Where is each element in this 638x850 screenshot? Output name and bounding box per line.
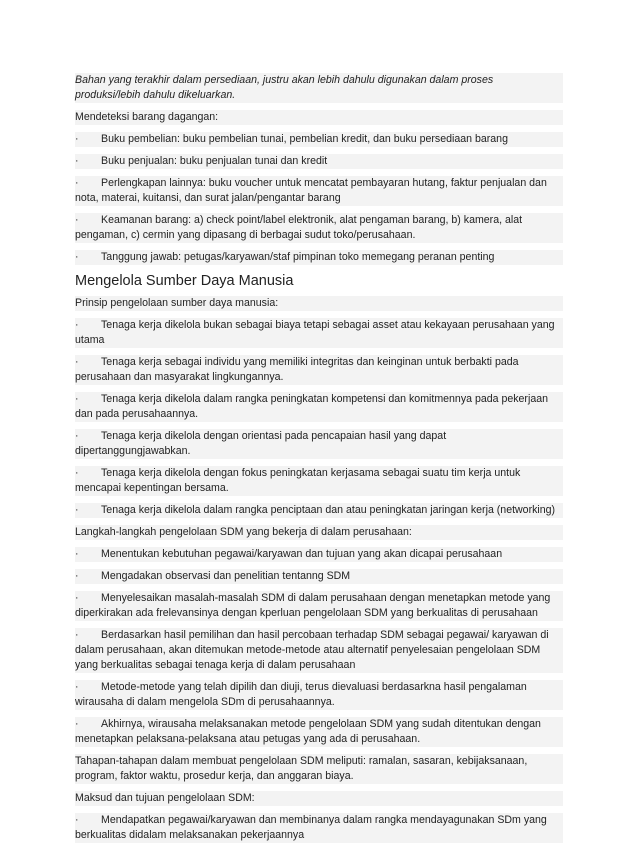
- bullet-dot: ·: [75, 570, 79, 582]
- bullet-dot: ·: [75, 681, 79, 693]
- paragraph-maksud: Maksud dan tujuan pengelolaan SDM:: [75, 791, 563, 806]
- list-item-text: Tenaga kerja dikelola dengan fokus peningkatan kerjasama sebagai suatu tim kerja untuk mencapai kepentingan bersama.: [75, 467, 524, 494]
- list-item: [75, 318, 563, 348]
- bullet-dot: ·: [75, 177, 79, 189]
- list-item: [75, 466, 563, 496]
- list-item: [75, 132, 563, 147]
- bullet-dot: ·: [75, 814, 79, 826]
- list-item: [75, 355, 563, 385]
- list-item-text: Tenaga kerja dikelola dengan orientasi pada pencapaian hasil yang dapat dipertanggungjawabkan.: [75, 430, 450, 457]
- list-item-text: Mengadakan observasi dan penelitian tentanng SDM: [101, 570, 351, 582]
- list-item: [75, 176, 563, 206]
- list-item-text: Berdasarkan hasil pemilihan dan hasil percobaan terhadap SDM sebagai pegawai/ karyawan di dalam perusahaan, akan ditemukan metode-metode atau alternatif penyelesaian pengelolaan SDM yang berkualitas sebagai tenaga kerja di dalam perusahaan: [75, 629, 552, 671]
- list-item: [75, 628, 563, 673]
- list-item-text: Metode-metode yang telah dipilih dan diuji, terus dievaluasi berdasarkna hasil pengalaman wirausaha di dalam mengelola SDm di perusahaannya.: [75, 681, 530, 708]
- list-item: [75, 154, 563, 169]
- list-item-text: Akhirnya, wirausaha melaksanakan metode pengelolaan SDM yang sudah ditentukan dengan menetapkan pelaksana-pelaksana atau petugas yang ada di perusahaan.: [75, 718, 544, 745]
- list-item-text: Menyelesaikan masalah-masalah SDM di dalam perusahaan dengan menetapkan metode yang diperkirakan ada frelevansinya dengan kperluan pengelolaan SDM yang berkualitas di perusahaan: [75, 592, 554, 619]
- list-item: [75, 591, 563, 621]
- list-item-text: Menentukan kebutuhan pegawai/karyawan dan tujuan yang akan dicapai perusahaan: [101, 548, 503, 560]
- section-heading: Mengelola Sumber Daya Manusia: [75, 273, 294, 289]
- bullet-dot: ·: [75, 319, 79, 331]
- paragraph-langkah: Langkah-langkah pengelolaan SDM yang bekerja di dalam perusahaan:: [75, 525, 563, 540]
- bullet-dot: ·: [75, 629, 79, 641]
- bullet-dot: ·: [75, 718, 79, 730]
- list-item: [75, 503, 563, 518]
- bullet-dot: ·: [75, 251, 79, 263]
- bullet-dot: ·: [75, 133, 79, 145]
- list-item: [75, 680, 563, 710]
- list-item: [75, 213, 563, 243]
- list-item: [75, 547, 563, 562]
- bullet-dot: ·: [75, 393, 79, 405]
- bullet-dot: ·: [75, 592, 79, 604]
- paragraph-lifo: Bahan yang terakhir dalam persediaan, justru akan lebih dahulu digunakan dalam proses produksi/lebih dahulu dikeluarkan.: [75, 73, 563, 103]
- bullet-dot: ·: [75, 467, 79, 479]
- list-item: [75, 250, 563, 265]
- paragraph-prinsip: Prinsip pengelolaan sumber daya manusia:: [75, 296, 563, 311]
- list-item: [75, 392, 563, 422]
- list-item-text: Buku penjualan: buku penjualan tunai dan kredit: [101, 155, 328, 167]
- list-item-text: Tenaga kerja sebagai individu yang memiliki integritas dan keinginan untuk berbakti pada perusahaan dan masyarakat lingkungannya.: [75, 356, 522, 383]
- bullet-dot: ·: [75, 504, 79, 516]
- list-item-text: Tenaga kerja dikelola bukan sebagai biaya tetapi sebagai asset atau kekayaan perusahaan yang utama: [75, 319, 558, 346]
- document-content: [75, 73, 563, 850]
- list-item-text: Keamanan barang: a) check point/label elektronik, alat pengaman barang, b) kamera, alat pengaman, c) cermin yang dipasang di berbagai sudut toko/perusahaan.: [75, 214, 526, 241]
- bullet-dot: ·: [75, 356, 79, 368]
- paragraph-deteksi: Mendeteksi barang dagangan:: [75, 110, 563, 125]
- bullet-dot: ·: [75, 155, 79, 167]
- list-item-text: Tanggung jawab: petugas/karyawan/staf pimpinan toko memegang peranan penting: [101, 251, 495, 263]
- list-item: [75, 429, 563, 459]
- bullet-dot: ·: [75, 214, 79, 226]
- list-item-text: Perlengkapan lainnya: buku voucher untuk mencatat pembayaran hutang, faktur penjualan dan nota, materai, kuitansi, dan surat jalan/pengantar barang: [75, 177, 550, 204]
- paragraph-tahapan: Tahapan-tahapan dalam membuat pengelolaan SDM meliputi: ramalan, sasaran, kebijaksanaan, program, faktor waktu, prosedur kerja, dan anggaran biaya.: [75, 754, 563, 784]
- bullet-dot: ·: [75, 430, 79, 442]
- list-item-text: Buku pembelian: buku pembelian tunai, pembelian kredit, dan buku persediaan barang: [101, 133, 508, 145]
- list-item-text: Tenaga kerja dikelola dalam rangka penciptaan dan atau peningkatan jaringan kerja (networking): [101, 504, 556, 516]
- bullet-dot: ·: [75, 548, 79, 560]
- list-item: [75, 569, 563, 584]
- list-item-text: Tenaga kerja dikelola dalam rangka peningkatan kompetensi dan komitmennya pada pekerjaan dan pada perusahaannya.: [75, 393, 551, 420]
- list-item: [75, 717, 563, 747]
- list-item-text: Mendapatkan pegawai/karyawan dan membinanya dalam rangka mendayagunakan SDm yang berkualitas didalam melaksanakan pekerjaannya: [75, 814, 550, 841]
- list-item: [75, 813, 563, 843]
